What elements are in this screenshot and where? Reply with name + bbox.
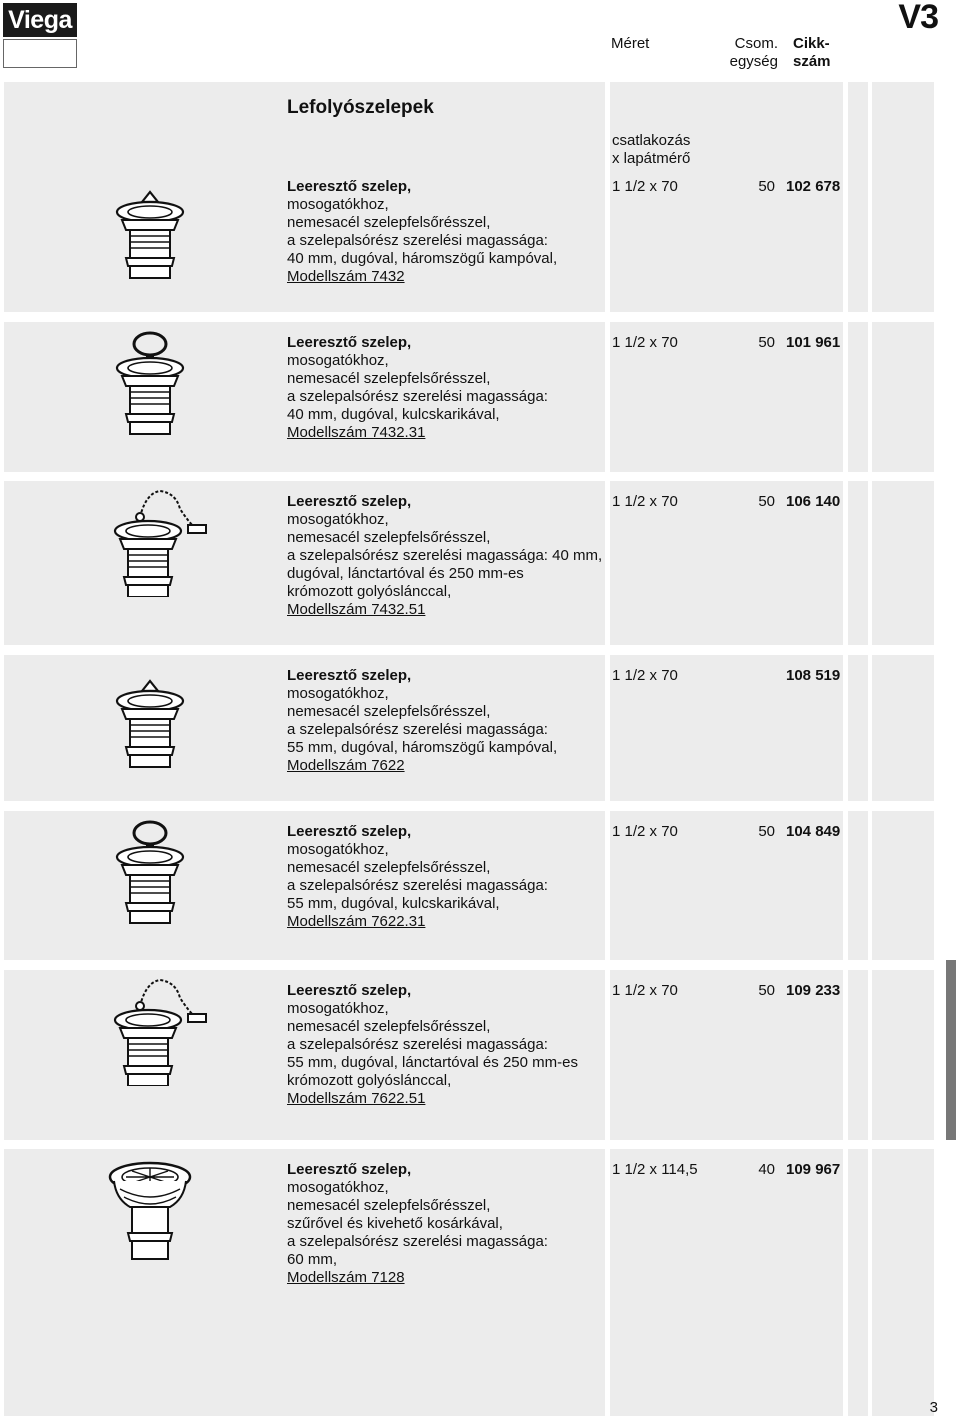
product-size: 1 1/2 x 70 [612,334,678,351]
row-panel [872,82,934,312]
product-model-link[interactable]: Modellszám 7622 [287,757,405,774]
product-pack-unit: 50 [758,178,775,195]
row-panel [848,970,868,1140]
drain-valve-chain-icon [98,976,208,1091]
row-panel [848,1149,868,1416]
product-details: mosogatókhoz, nemesacél szelepfelsőrésszel, a szelepalsórész szerelési magassága: 55 mm, dugóval, háromszögű kampóval, [287,685,558,756]
product-model-link[interactable]: Modellszám 7432 [287,268,405,285]
product-pack-unit: 40 [758,1161,775,1178]
logo-placeholder-box [3,39,77,68]
product-heading: Leeresztő szelep, [287,1161,412,1178]
product-details: mosogatókhoz, nemesacél szelepfelsőrésszel, a szelepalsórész szerelési magassága: 55 mm, dugóval, kulcskarikával, [287,841,548,912]
row-panel [848,481,868,645]
drain-valve-key-ring-icon [100,817,200,932]
product-model-link[interactable]: Modellszám 7432.31 [287,424,426,441]
product-article-number: 106 140 [786,493,841,510]
product-size: 1 1/2 x 114,5 [612,1161,698,1178]
row-panel [872,970,934,1140]
row-panel [848,811,868,960]
row-panel [848,82,868,312]
product-model-link[interactable]: Modellszám 7622.31 [287,913,426,930]
section-title: Lefolyószelepek [287,97,434,118]
product-size: 1 1/2 x 70 [612,982,678,999]
product-description [287,982,607,1108]
row-panel [872,322,934,472]
product-details: mosogatókhoz, nemesacél szelepfelsőrésszel, a szelepalsórész szerelési magassága: 40 mm, dugóval, lánctartóval és 250 mm-es krómozott golyóslánccal, [287,511,603,600]
drain-valve-strainer-basket-icon [100,1155,200,1270]
header-article-label [793,35,831,71]
product-description [287,823,607,931]
drain-valve-key-ring-icon [100,328,200,443]
product-model-link[interactable]: Modellszám 7128 [287,1269,405,1286]
product-model-link[interactable]: Modellszám 7622.51 [287,1090,426,1107]
row-panel [610,1149,843,1416]
product-description [287,334,607,442]
row-panel [610,82,843,312]
product-article-number: 101 961 [786,334,841,351]
row-panel [848,655,868,801]
product-heading: Leeresztő szelep, [287,334,412,351]
row-panel [872,655,934,801]
header-unit-line2: egység [729,53,778,70]
product-pack-unit: 50 [758,334,775,351]
product-article-number: 109 233 [786,982,841,999]
product-details: mosogatókhoz, nemesacél szelepfelsőrésszel, a szelepalsórész szerelési magassága: 40 mm, dugóval, háromszögű kampóval, [287,196,558,267]
product-pack-unit: 50 [758,823,775,840]
product-heading: Leeresztő szelep, [287,823,412,840]
product-description [287,493,607,619]
product-size: 1 1/2 x 70 [612,493,678,510]
column-header-line2: x lapátmérő [612,150,691,167]
drain-valve-triangle-hook-icon [100,172,200,287]
product-size: 1 1/2 x 70 [612,178,678,195]
product-size: 1 1/2 x 70 [612,667,678,684]
product-description [287,178,607,286]
product-heading: Leeresztő szelep, [287,667,412,684]
column-header-size [612,132,690,168]
product-details: mosogatókhoz, nemesacél szelepfelsőrésszel, szűrővel és kivehető kosárkával, a szelepalsórész szerelési magassága: 60 mm, [287,1179,548,1268]
row-panel [872,811,934,960]
section-tab-marker [946,960,956,1140]
header-article-line1: Cikk- [793,35,830,52]
column-header-line1: csatlakozás [612,132,691,149]
page-number: 3 [929,1399,938,1416]
row-panel [848,322,868,472]
product-article-number: 104 849 [786,823,841,840]
header-size-label: Méret [611,35,650,52]
row-panel [872,481,934,645]
product-heading: Leeresztő szelep, [287,178,412,195]
header-unit-label [728,35,778,71]
product-pack-unit: 50 [758,493,775,510]
row-panel [872,1149,934,1416]
product-heading: Leeresztő szelep, [287,982,412,999]
product-size: 1 1/2 x 70 [612,823,678,840]
product-heading: Leeresztő szelep, [287,493,412,510]
product-article-number: 109 967 [786,1161,841,1178]
header-article-line2: szám [793,53,831,70]
product-article-number: 108 519 [786,667,841,684]
product-description [287,1161,607,1287]
drain-valve-chain-icon [98,487,208,602]
header-unit-line1: Csom. [734,35,778,52]
product-model-link[interactable]: Modellszám 7432.51 [287,601,426,618]
product-description [287,667,607,775]
product-details: mosogatókhoz, nemesacél szelepfelsőrésszel, a szelepalsórész szerelési magassága: 40 mm, dugóval, kulcskarikával, [287,352,548,423]
product-article-number: 102 678 [786,178,841,195]
drain-valve-triangle-hook-icon [100,661,200,776]
section-code: V3 [898,0,938,36]
product-pack-unit: 50 [758,982,775,999]
product-details: mosogatókhoz, nemesacél szelepfelsőrésszel, a szelepalsórész szerelési magassága: 55 mm, dugóval, lánctartóval és 250 mm-es krómozott golyóslánccal, [287,1000,578,1089]
viega-logo: Viega [3,3,77,37]
